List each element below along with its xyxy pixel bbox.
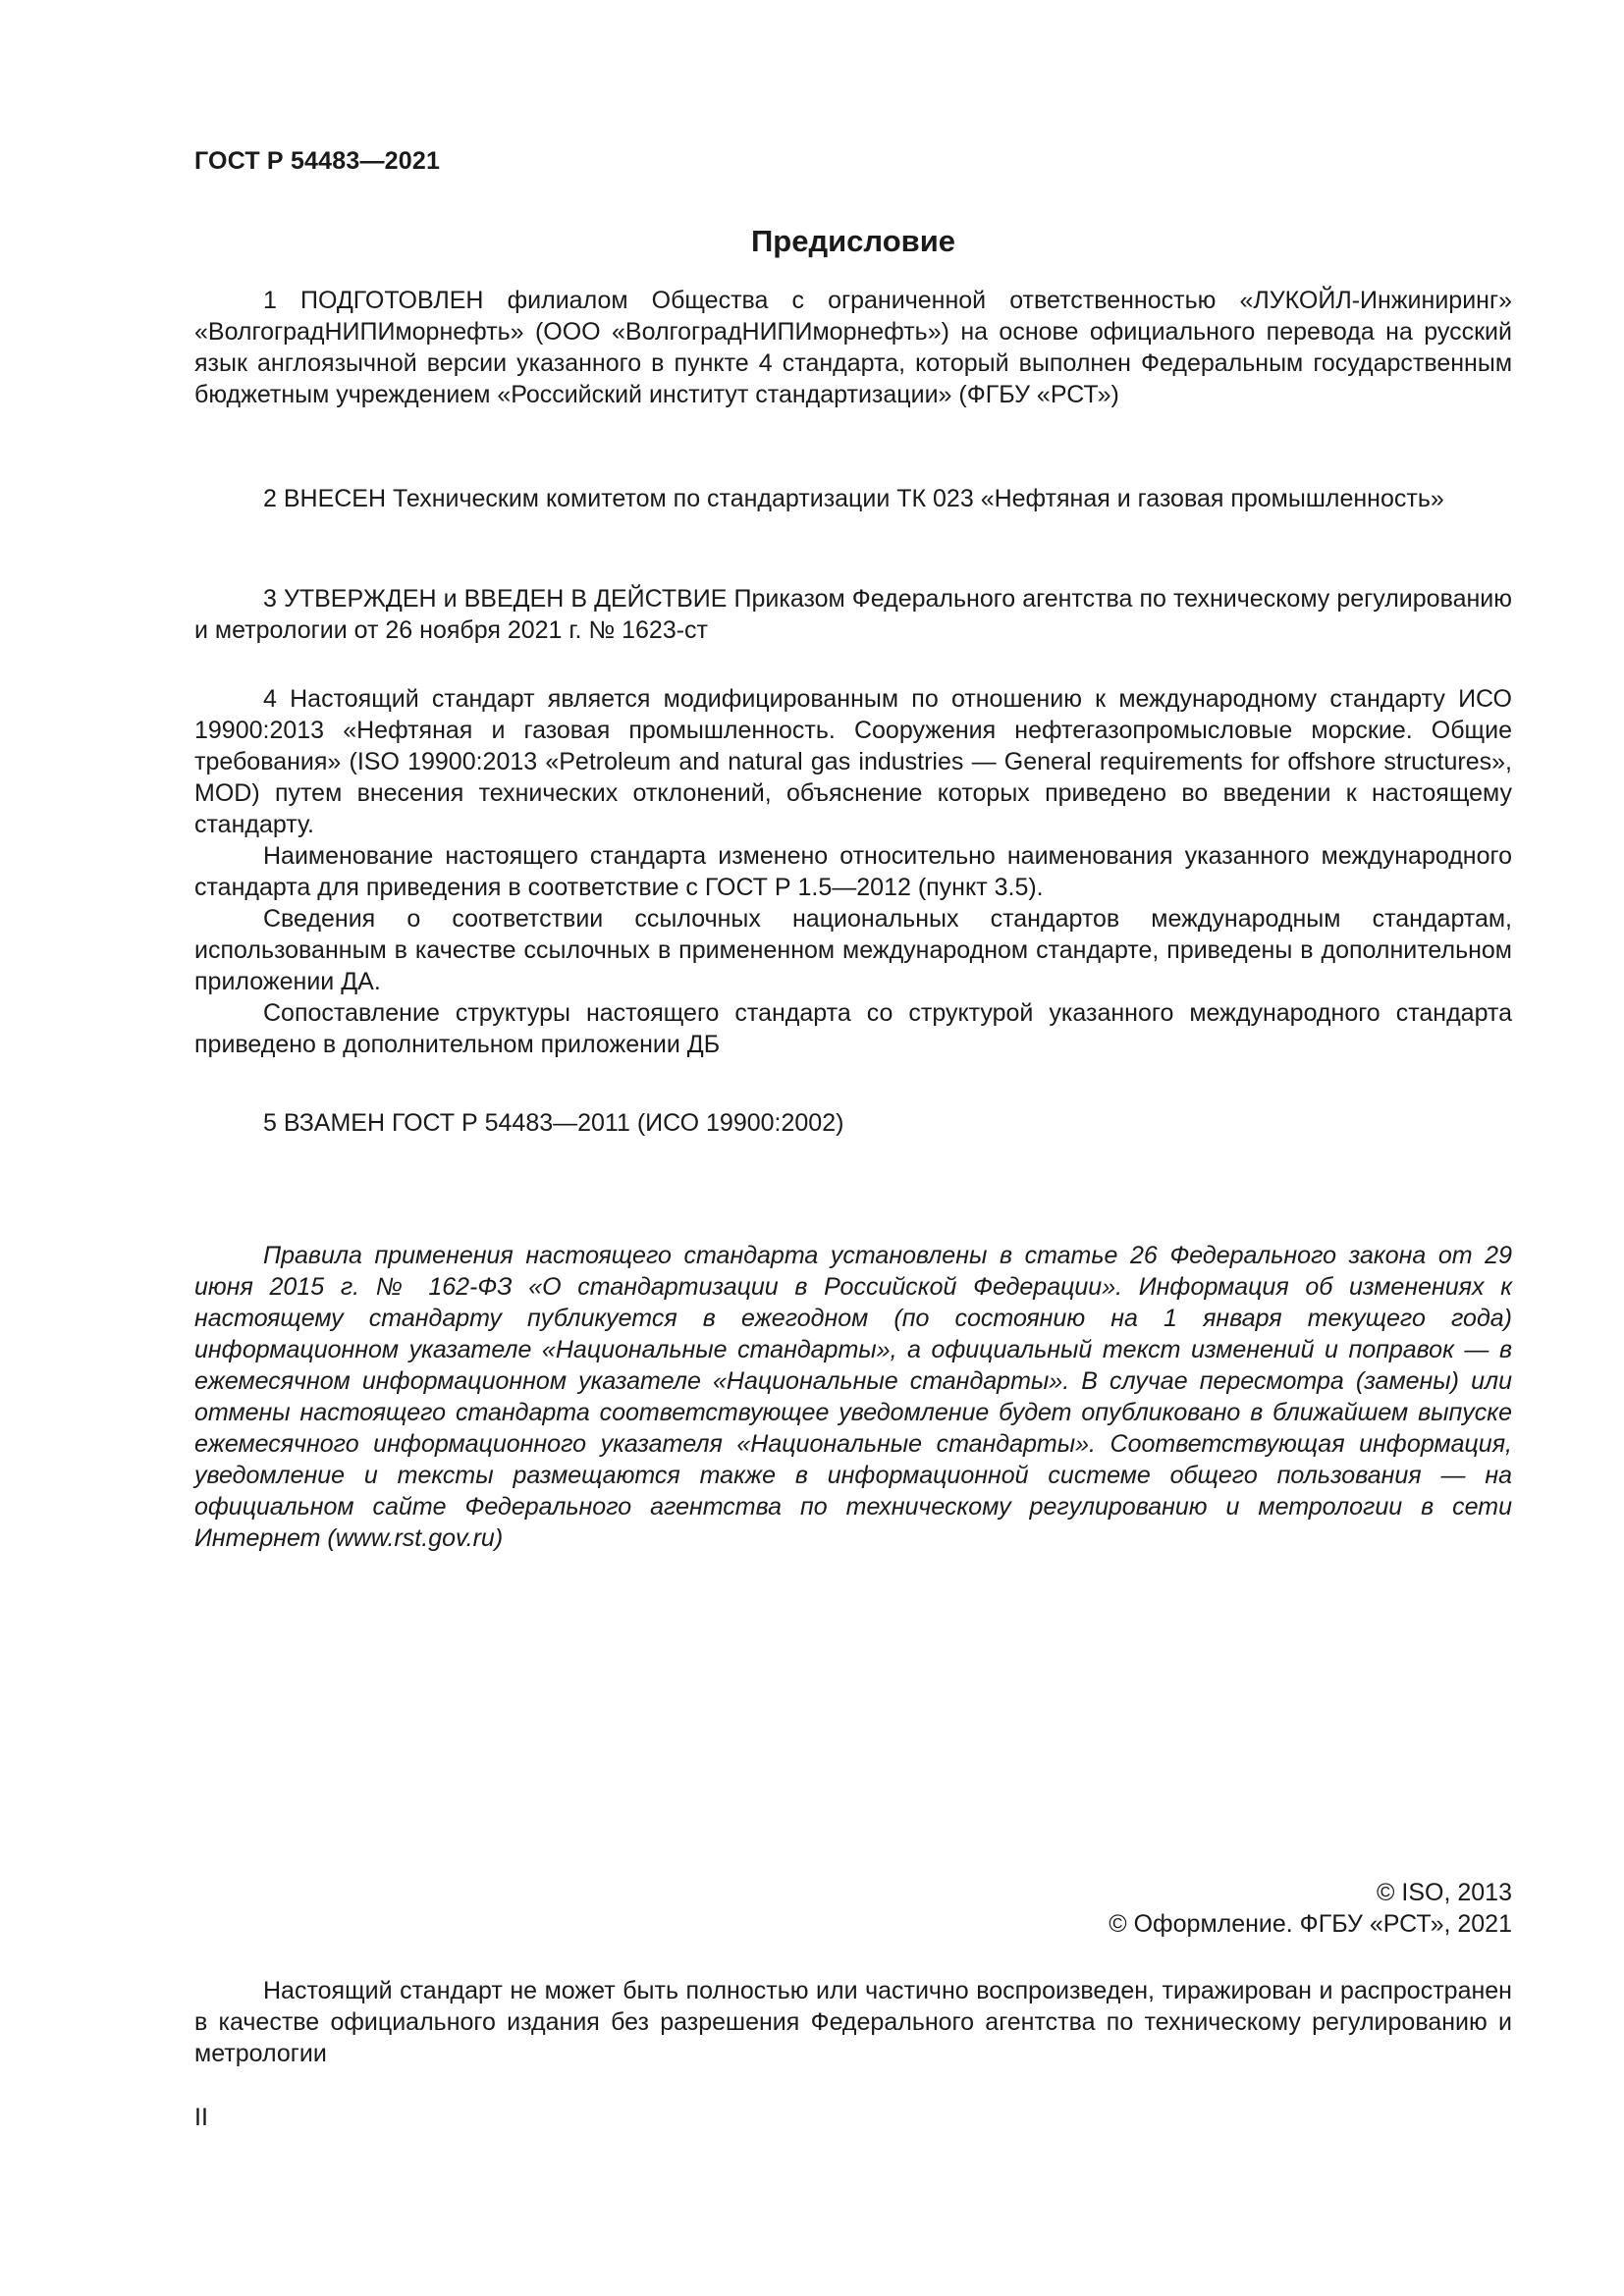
section-4-paragraph-4: Сопоставление структуры настоящего стандарта со структурой указанного международного стандарта приведено в дополнительном приложении ДБ — [194, 999, 1512, 1058]
section-4-paragraph-2: Наименование настоящего стандарта изменено относительно наименования указанного международного стандарта для приведения в соответствие с ГОСТ Р 1.5—2012 (пункт 3.5). — [194, 842, 1512, 901]
copyright-design: © Оформление. ФГБУ «РСТ», 2021 — [1109, 1910, 1512, 1938]
application-rules-notice — [194, 1240, 1512, 1554]
reproduction-text: Настоящий стандарт не может быть полностью или частично воспроизведен, тиражирован и распространен в качестве официального издания без разрешения Федерального агентства по техническому регулированию и метрологии — [194, 1977, 1512, 2067]
reproduction-notice — [194, 1975, 1512, 2069]
section-3 — [194, 583, 1512, 646]
section-2-paragraph: 2 ВНЕСЕН Техническим комитетом по стандартизации ТК 023 «Нефтяная и газовая промышленность» — [263, 485, 1444, 512]
copyright-block — [1109, 1877, 1512, 1940]
section-2 — [194, 483, 1512, 514]
section-1-paragraph: 1 ПОДГОТОВЛЕН филиалом Общества с ограниченной ответственностью «ЛУКОЙЛ-Инжиниринг» «ВолгоградНИПИморнефть» (ООО «ВолгоградНИПИморнефть») на основе официального перевода на русский язык англоязычной версии указанного в пункте 4 стандарта, который выполнен Федеральным государственным бюджетным учреждением «Российский институт стандартизации» (ФГБУ «РСТ») — [194, 287, 1512, 408]
document-page — [194, 0, 1512, 2296]
page-title: Предисловие — [750, 224, 955, 258]
section-5 — [194, 1107, 1512, 1139]
section-1 — [194, 285, 1512, 410]
page-number: II — [194, 2104, 208, 2131]
section-4-paragraph-3: Сведения о соответствии ссылочных национальных стандартов международным стандартам, использованным в качестве ссылочных в примененном международном стандарте, приведены в дополнительном приложении ДА. — [194, 905, 1512, 995]
section-4 — [194, 683, 1512, 1060]
section-4-paragraph-1: 4 Настоящий стандарт является модифицированным по отношению к международному стандарту ИСО 19900:2013 «Нефтяная и газовая промышленность. Сооружения нефтегазопромысловые морские. Общие требования» (ISO 19900:2013 «Petroleum and natural gas industries — General requirements for offshore structures», MOD) путем внесения технических отклонений, объяснение которых приведено во введении к настоящему стандарту. — [194, 685, 1512, 838]
document-code: ГОСТ Р 54483—2021 — [194, 147, 441, 175]
copyright-iso: © ISO, 2013 — [1377, 1879, 1512, 1906]
section-3-paragraph: 3 УТВЕРЖДЕН и ВВЕДЕН В ДЕЙСТВИЕ Приказом Федерального агентства по техническому регулированию и метрологии от 26 ноября 2021 г. № 1623-ст — [194, 585, 1512, 644]
section-5-paragraph: 5 ВЗАМЕН ГОСТ Р 54483—2011 (ИСО 19900:2002) — [263, 1109, 844, 1137]
notice-text: Правила применения настоящего стандарта установлены в статье 26 Федерального закона от 29 июня 2015 г. № 162-ФЗ «О стандартизации в Российской Федерации». Информация об изменениях к настоящему стандарту публикуется в ежегодном (по состоянию на 1 января текущего года) информационном указателе «Национальные стандарты», а официальный текст изменений и поправок — в ежемесячном информационном указателе «Национальные стандарты». В случае пересмотра (замены) или отмены настоящего стандарта соответствующее уведомление будет опубликовано в ближайшем выпуске ежемесячного информационного указателя «Национальные стандарты». Соответствующая информация, уведомление и тексты размещаются также в информационной системе общего пользования — на официальном сайте Федерального агентства по техническому регулированию и метрологии в сети Интернет (www.rst.gov.ru) — [194, 1242, 1512, 1552]
